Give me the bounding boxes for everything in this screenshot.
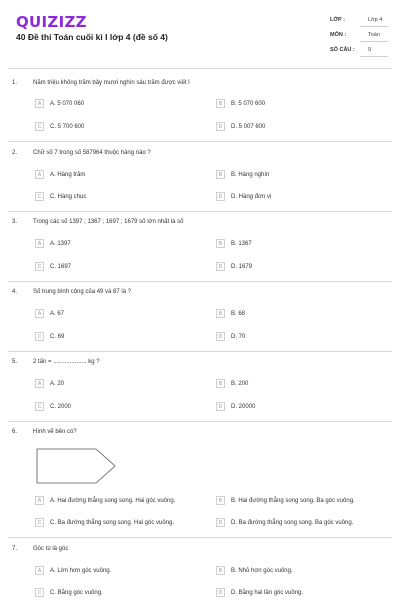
question-number: 2. bbox=[12, 150, 18, 156]
option-letter-box: B bbox=[216, 566, 225, 575]
option-letter-box: D bbox=[216, 192, 225, 201]
option-text: B. 1367 bbox=[231, 240, 252, 247]
question-text: Góc tù là góc bbox=[33, 546, 69, 552]
question-number: 6. bbox=[12, 429, 18, 435]
question-divider bbox=[8, 537, 392, 538]
option-d[interactable] bbox=[216, 121, 265, 132]
option-text: B. Hai đường thẳng song song. Ba góc vuông. bbox=[231, 497, 355, 504]
option-b[interactable] bbox=[216, 495, 355, 506]
option-letter-box: B bbox=[216, 99, 225, 108]
option-text: A. 67 bbox=[50, 310, 65, 317]
option-letter-box: D bbox=[216, 588, 225, 597]
meta-class-value: Lớp 4 bbox=[368, 17, 383, 23]
option-letter-box: A bbox=[35, 496, 44, 505]
option-text: A. Hàng trăm bbox=[50, 171, 86, 178]
option-letter-box: D bbox=[216, 262, 225, 271]
option-b[interactable] bbox=[216, 308, 245, 319]
option-text: C. 2000 bbox=[50, 403, 72, 410]
option-text: C. 69 bbox=[50, 333, 65, 340]
option-d[interactable] bbox=[216, 261, 252, 272]
option-letter-box: D bbox=[216, 518, 225, 527]
document-title: 40 Đề thi Toán cuối kì I lớp 4 (đề số 4) bbox=[16, 32, 168, 42]
question-divider bbox=[8, 351, 392, 352]
option-letter-box: C bbox=[35, 262, 44, 271]
option-c[interactable] bbox=[35, 261, 71, 272]
option-c[interactable] bbox=[35, 331, 64, 342]
question-text: Trong các số 1397 ; 1367 ; 1697 ; 1679 số lớn nhất là số bbox=[33, 219, 184, 225]
option-b[interactable] bbox=[216, 169, 269, 180]
question-number: 4. bbox=[12, 289, 18, 295]
option-letter-box: A bbox=[35, 170, 44, 179]
option-letter-box: C bbox=[35, 332, 44, 341]
option-text: A. Lớn hơn góc vuông. bbox=[50, 567, 112, 574]
option-c[interactable] bbox=[35, 191, 86, 202]
option-c[interactable] bbox=[35, 587, 103, 598]
header-divider bbox=[8, 68, 392, 69]
option-d[interactable] bbox=[216, 191, 271, 202]
option-a[interactable] bbox=[35, 98, 84, 109]
option-letter-box: A bbox=[35, 99, 44, 108]
question-text: Hình vẽ bên có? bbox=[33, 429, 77, 435]
question-divider bbox=[8, 421, 392, 422]
question-divider bbox=[8, 281, 392, 282]
question-text: 2 tấn = .................... kg ? bbox=[33, 359, 100, 365]
question-number: 5. bbox=[12, 359, 18, 365]
option-d[interactable] bbox=[216, 401, 255, 412]
question-divider bbox=[8, 141, 392, 142]
option-text: A. 5 070 060 bbox=[50, 100, 85, 107]
option-letter-box: A bbox=[35, 239, 44, 248]
option-letter-box: B bbox=[216, 379, 225, 388]
option-text: A. Hai đường thẳng song song. Hai góc vuông. bbox=[50, 497, 176, 504]
question-text: Số trung bình cộng của 49 và 87 là ? bbox=[33, 289, 132, 295]
meta-subject-label: MÔN : bbox=[330, 32, 347, 38]
option-text: D. Hàng đơn vị bbox=[231, 193, 272, 200]
option-letter-box: D bbox=[216, 332, 225, 341]
option-letter-box: A bbox=[35, 309, 44, 318]
option-letter-box: C bbox=[35, 122, 44, 131]
question-divider bbox=[8, 211, 392, 212]
option-d[interactable] bbox=[216, 331, 245, 342]
question-number: 1. bbox=[12, 80, 18, 86]
option-a[interactable] bbox=[35, 169, 85, 180]
option-text: C. Bằng góc vuông. bbox=[50, 589, 103, 596]
option-text: B. 5 070 600 bbox=[231, 100, 266, 107]
option-c[interactable] bbox=[35, 517, 174, 528]
option-text: B. Nhỏ hơn góc vuông. bbox=[231, 567, 293, 574]
option-a[interactable] bbox=[35, 238, 71, 249]
meta-underline bbox=[360, 26, 388, 27]
option-letter-box: C bbox=[35, 402, 44, 411]
option-letter-box: A bbox=[35, 379, 44, 388]
option-letter-box: B bbox=[216, 170, 225, 179]
option-letter-box: D bbox=[216, 122, 225, 131]
question-text: Năm triệu không trăm bảy mươi nghìn sáu trăm được viết l bbox=[33, 80, 190, 86]
option-c[interactable] bbox=[35, 121, 84, 132]
question-number: 7. bbox=[12, 546, 18, 552]
option-text: B. 68 bbox=[231, 310, 246, 317]
option-text: C. 5 700 600 bbox=[50, 123, 85, 130]
option-d[interactable] bbox=[216, 587, 303, 598]
option-text: D. 1679 bbox=[231, 263, 253, 270]
pentagon-shape bbox=[37, 449, 115, 483]
option-text: D. 5 007 600 bbox=[231, 123, 266, 130]
pentagon-figure bbox=[36, 448, 116, 484]
option-letter-box: C bbox=[35, 588, 44, 597]
meta-class-label: LỚP : bbox=[330, 17, 345, 23]
option-text: D. 70 bbox=[231, 333, 246, 340]
option-a[interactable] bbox=[35, 378, 64, 389]
option-letter-box: D bbox=[216, 402, 225, 411]
option-text: C. Hàng chục bbox=[50, 193, 87, 200]
quizizz-logo: QUIZIZZ bbox=[16, 13, 87, 31]
option-letter-box: B bbox=[216, 239, 225, 248]
option-letter-box: B bbox=[216, 309, 225, 318]
option-letter-box: C bbox=[35, 192, 44, 201]
option-text: D. Bằng hai lần góc vuông. bbox=[231, 589, 304, 596]
option-b[interactable] bbox=[216, 98, 265, 109]
option-text: C. Ba đường thẳng song song. Hai góc vuông. bbox=[50, 519, 175, 526]
option-text: C. 1697 bbox=[50, 263, 72, 270]
meta-count-label: SỐ CÂU : bbox=[330, 47, 355, 53]
option-d[interactable] bbox=[216, 517, 353, 528]
option-c[interactable] bbox=[35, 401, 71, 412]
option-b[interactable] bbox=[216, 565, 293, 576]
meta-count-value: 9 bbox=[368, 47, 372, 53]
meta-subject-value: Toán bbox=[368, 32, 380, 38]
option-letter-box: A bbox=[35, 566, 44, 575]
option-a[interactable] bbox=[35, 308, 64, 319]
option-b[interactable] bbox=[216, 378, 248, 389]
option-text: B. Hàng nghìn bbox=[231, 171, 270, 178]
question-number: 3. bbox=[12, 219, 18, 225]
option-text: A. 20 bbox=[50, 380, 65, 387]
option-text: B. 200 bbox=[231, 380, 249, 387]
option-a[interactable] bbox=[35, 495, 175, 506]
meta-underline bbox=[360, 56, 388, 57]
option-letter-box: B bbox=[216, 496, 225, 505]
question-text: Chữ số 7 trong số 587964 thuộc hàng nào ? bbox=[33, 150, 151, 156]
option-letter-box: C bbox=[35, 518, 44, 527]
option-text: D. Ba đường thẳng song song. Ba góc vuông. bbox=[231, 519, 354, 526]
option-b[interactable] bbox=[216, 238, 252, 249]
option-a[interactable] bbox=[35, 565, 111, 576]
option-text: D. 20000 bbox=[231, 403, 256, 410]
option-text: A. 1397 bbox=[50, 240, 71, 247]
meta-underline bbox=[360, 41, 388, 42]
